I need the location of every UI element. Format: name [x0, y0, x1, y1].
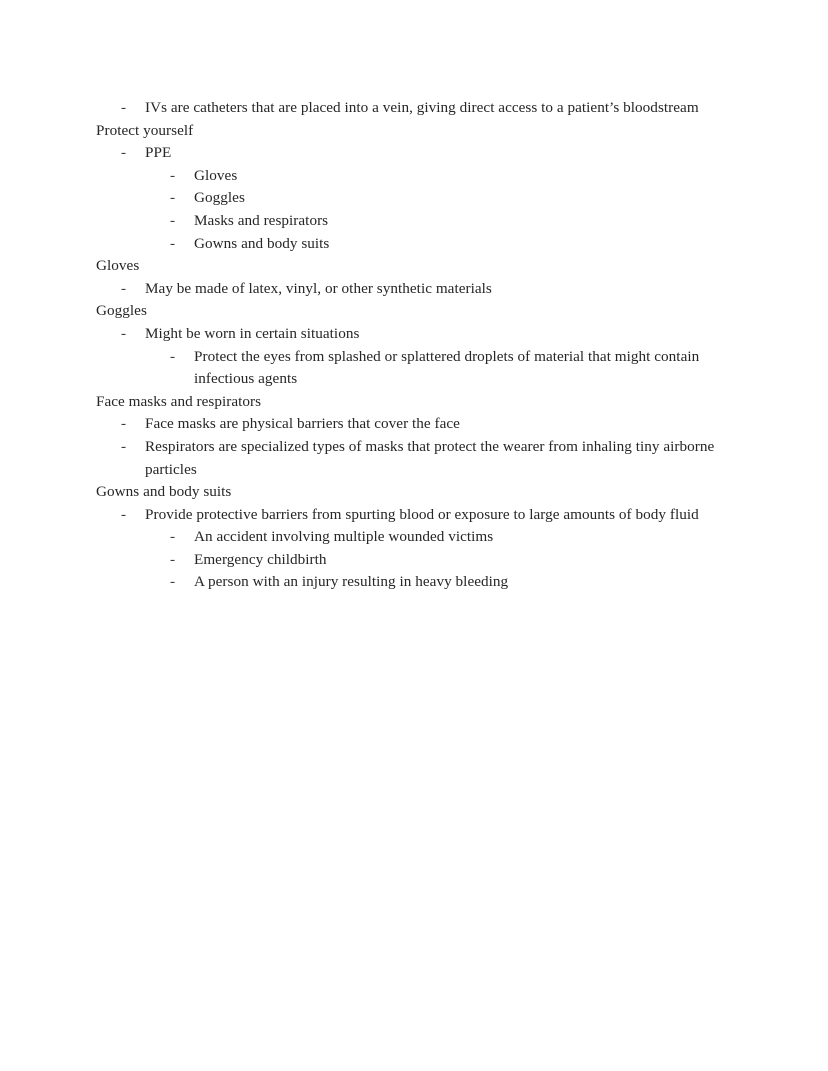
bullet-dash-icon: - [121, 279, 127, 297]
outline-item-text: IVs are catheters that are placed into a vein, giving direct access to a patient’s bloodstream [145, 99, 699, 116]
outline-list-item [121, 436, 728, 481]
outline-item-text: Gloves [194, 166, 238, 184]
outline-item-text: Goggles [96, 302, 147, 320]
outline-heading [96, 255, 728, 278]
outline-item-text: Face masks and respirators [96, 392, 262, 410]
outline-list-item [170, 210, 728, 233]
bullet-dash-icon: - [121, 437, 127, 455]
outline-item-text: An accident involving multiple wounded victims [194, 528, 494, 546]
bullet-dash-icon: - [121, 99, 127, 116]
bullet-dash-icon: - [170, 528, 176, 546]
bullet-dash-icon: - [170, 166, 176, 184]
bullet-dash-icon: - [170, 189, 176, 207]
outline-item-text: Might be worn in certain situations [145, 324, 360, 342]
outline-list-item [121, 278, 728, 301]
outline-list-item [170, 233, 728, 256]
outline-item-text: A person with an injury resulting in heavy bleeding [194, 573, 509, 591]
outline-item-text: Masks and respirators [194, 211, 329, 229]
outline-item-text: May be made of latex, vinyl, or other synthetic materials [145, 279, 492, 297]
outline-item-text: Face masks are physical barriers that cover the face [145, 415, 460, 433]
bullet-dash-icon: - [170, 234, 176, 252]
outline-item-text: Provide protective barriers from spurting blood or exposure to large amounts of body fluid [145, 505, 699, 523]
outline-list-item [121, 97, 728, 120]
bullet-dash-icon: - [121, 144, 127, 162]
bullet-dash-icon: - [121, 505, 127, 523]
outline-item-text: Emergency childbirth [194, 550, 327, 568]
outline-list-item [121, 323, 728, 346]
bullet-dash-icon: - [170, 347, 176, 365]
outline-item-text: Protect the eyes from splashed or splattered droplets of material that might contain infectious agents [194, 347, 700, 388]
bullet-dash-icon: - [170, 550, 176, 568]
bullet-dash-icon: - [121, 415, 127, 433]
outline-item-text: Gowns and body suits [96, 483, 232, 501]
outline-item-text: Protect yourself [96, 121, 194, 139]
outline-heading [96, 391, 728, 414]
document-text-body [96, 97, 728, 594]
outline-list-item [170, 571, 728, 594]
outline-item-text: Gloves [96, 257, 140, 275]
outline-list-item [170, 526, 728, 549]
outline-heading [96, 481, 728, 504]
outline-item-text: Respirators are specialized types of masks that protect the wearer from inhaling tiny airborne particles [145, 437, 715, 478]
outline-item-text: PPE [145, 144, 172, 162]
outline-list-item [170, 346, 728, 391]
outline-list-item [170, 165, 728, 188]
outline-list-item [170, 549, 728, 572]
outline-heading [96, 300, 728, 323]
outline-list-item [121, 413, 728, 436]
bullet-dash-icon: - [121, 324, 127, 342]
outline-heading [96, 120, 728, 143]
outline-item-text: Gowns and body suits [194, 234, 330, 252]
bullet-dash-icon: - [170, 211, 176, 229]
outline-list-item [170, 187, 728, 210]
bullet-dash-icon: - [170, 573, 176, 591]
outline-list-item [121, 142, 728, 165]
outline-list-item [121, 504, 728, 527]
outline-item-text: Goggles [194, 189, 245, 207]
